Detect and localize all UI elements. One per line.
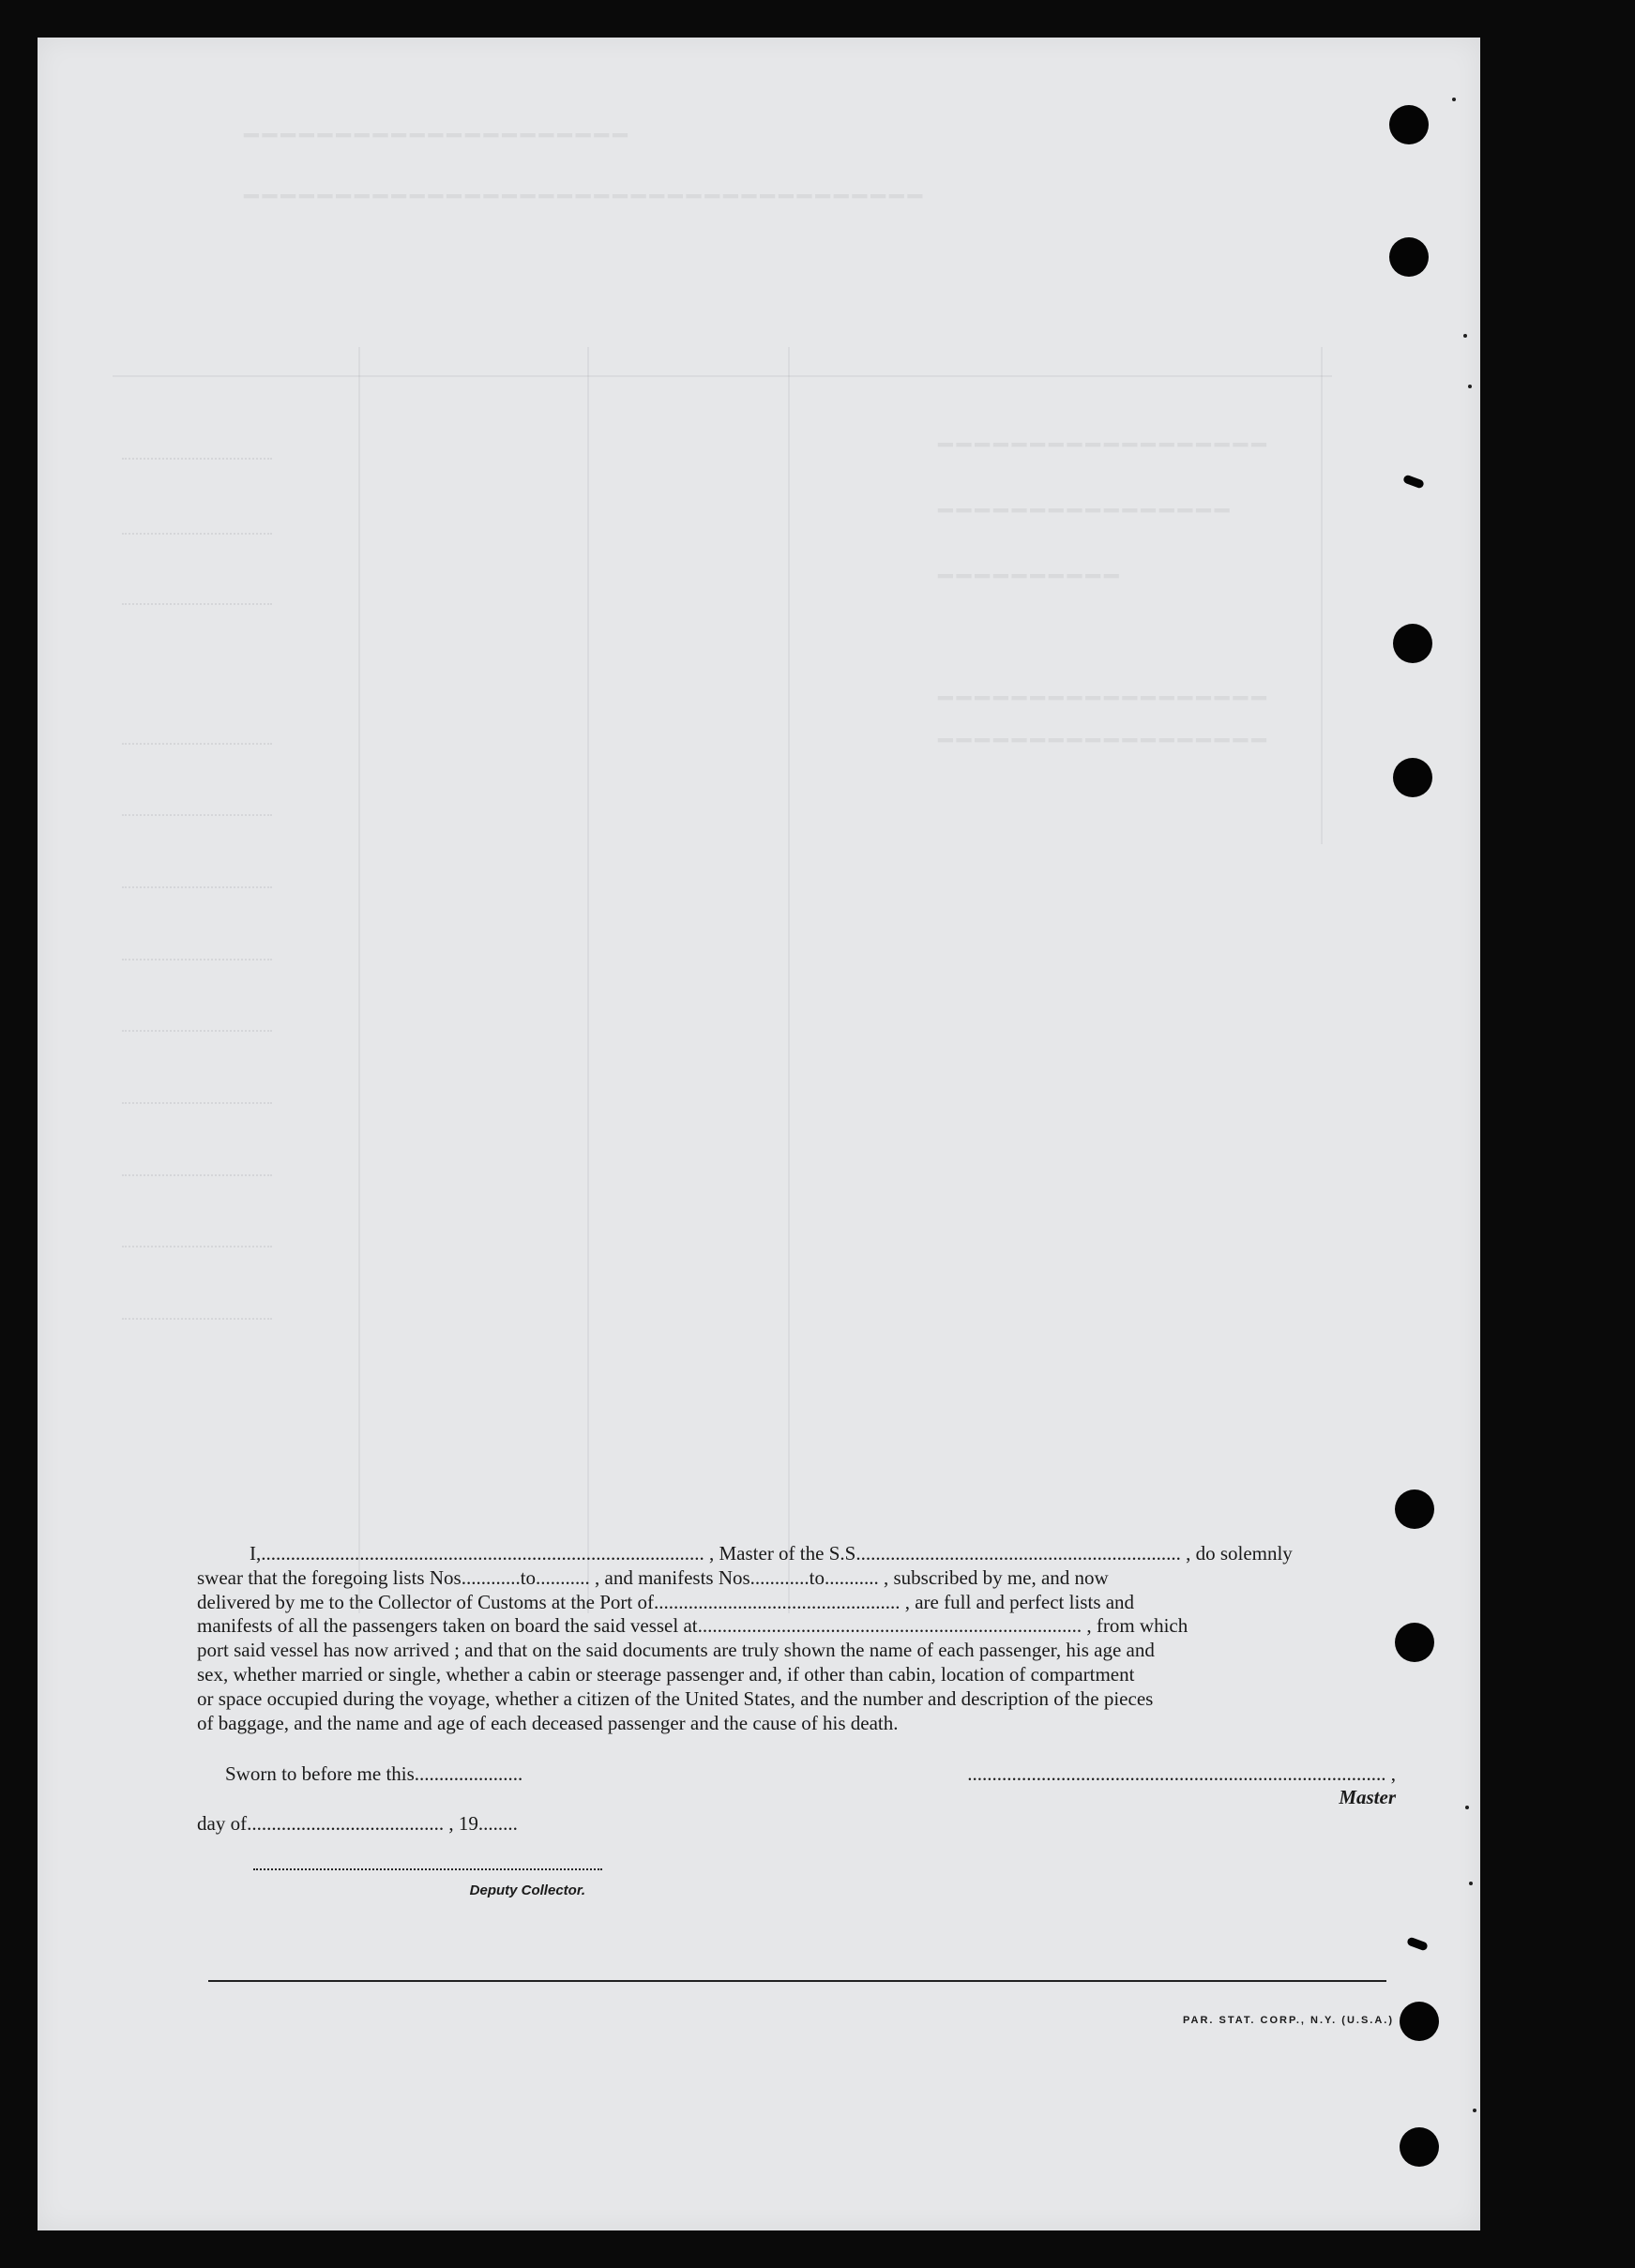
punch-hole: [1393, 758, 1432, 797]
oath-line: I,.......................................................................................... , Master of the S.S.................................................................. , do solemnly: [250, 1542, 1293, 1565]
oath-line: or space occupied during the voyage, whether a citizen of the United States, and the number and description of the pieces: [197, 1686, 1154, 1710]
punch-hole: [1389, 105, 1429, 144]
master-signature-field: [912, 1762, 1396, 1809]
oath-line: manifests of all the passengers taken on board the said vessel at.............................................................................. , from which: [197, 1614, 1188, 1638]
oath-line: swear that the foregoing lists Nos............to........... , and manifests Nos............to........... , subscribed by me, and now: [197, 1565, 1109, 1589]
punch-hole: [1389, 237, 1429, 277]
sworn-before-field: Sworn to before me this......................: [225, 1762, 523, 1785]
punch-hole: [1393, 624, 1432, 663]
master-signature-dots: ..................................................................................... ,: [967, 1762, 1396, 1785]
oath-line: sex, whether married or single, whether a cabin or steerage passenger and, if other than cabin, location of compartment: [197, 1662, 1135, 1686]
printer-imprint: PAR. STAT. CORP., N.Y. (U.S.A.): [1183, 2015, 1394, 2026]
deputy-signature-line: [253, 1868, 602, 1870]
manifest-page: ━━━━━━━━━━━━━━━━━━━━━ ━━━━━━━━━━━━━━━━━━━━━━━━━━━━━━━━━━━━━ ━━━━━━━━━━━━━━━━━━ ━━━━━━━━━━━━━━━━ ━━━━━━━━━━ ━━━━━━━━━━━━━━━━━━ ━━━━━━━━━━━━━━━━━━ I,.......................................................................................... , Master of the S.S.................................................................. , do solemnly swear that the foregoing lists Nos............to........... , and manifests Nos............to........... , subscribed by me, and now delivered by me to the Collector of Customs at the Port of.................................................. , are full and perfect lists and manifests of all the passengers taken on board the said vessel at.............................................................................. , from which port said vessel has now arrived ; and that on the said documents are truly shown the name of each passenger, his age and sex, whether married or single, whether a cabin or steerage passenger and, if other than cabin, location of compartment or space occupied during the voyage, whether a citizen of the United States, and the number and description of the pieces of baggage, and the name and age of each deceased passenger and the cause of his death. Sworn to before me this...................... ..................................................................................... , Master day of........................................ , 19........ Deputy Collector. PAR. STAT. CORP., N.Y. (U.S.A.): [38, 38, 1480, 2230]
master-label: Master: [1339, 1786, 1396, 1808]
oath-line: delivered by me to the Collector of Customs at the Port of.................................................. , are full and perfect lists and: [197, 1590, 1135, 1613]
date-field: day of........................................ , 19........: [197, 1812, 518, 1835]
punch-hole: [1395, 1489, 1434, 1529]
punch-hole: [1400, 2127, 1439, 2167]
punch-hole: [1400, 2002, 1439, 2041]
master-oath-paragraph: [197, 1542, 1396, 1735]
oath-line: port said vessel has now arrived ; and that on the said documents are truly shown the name of each passenger, his age and: [197, 1639, 1155, 1662]
punch-hole: [1395, 1623, 1434, 1662]
deputy-collector-label: Deputy Collector.: [469, 1882, 585, 1898]
footer-rule: [208, 1980, 1386, 1982]
oath-line: of baggage, and the name and age of each deceased passenger and the cause of his death.: [197, 1711, 899, 1734]
